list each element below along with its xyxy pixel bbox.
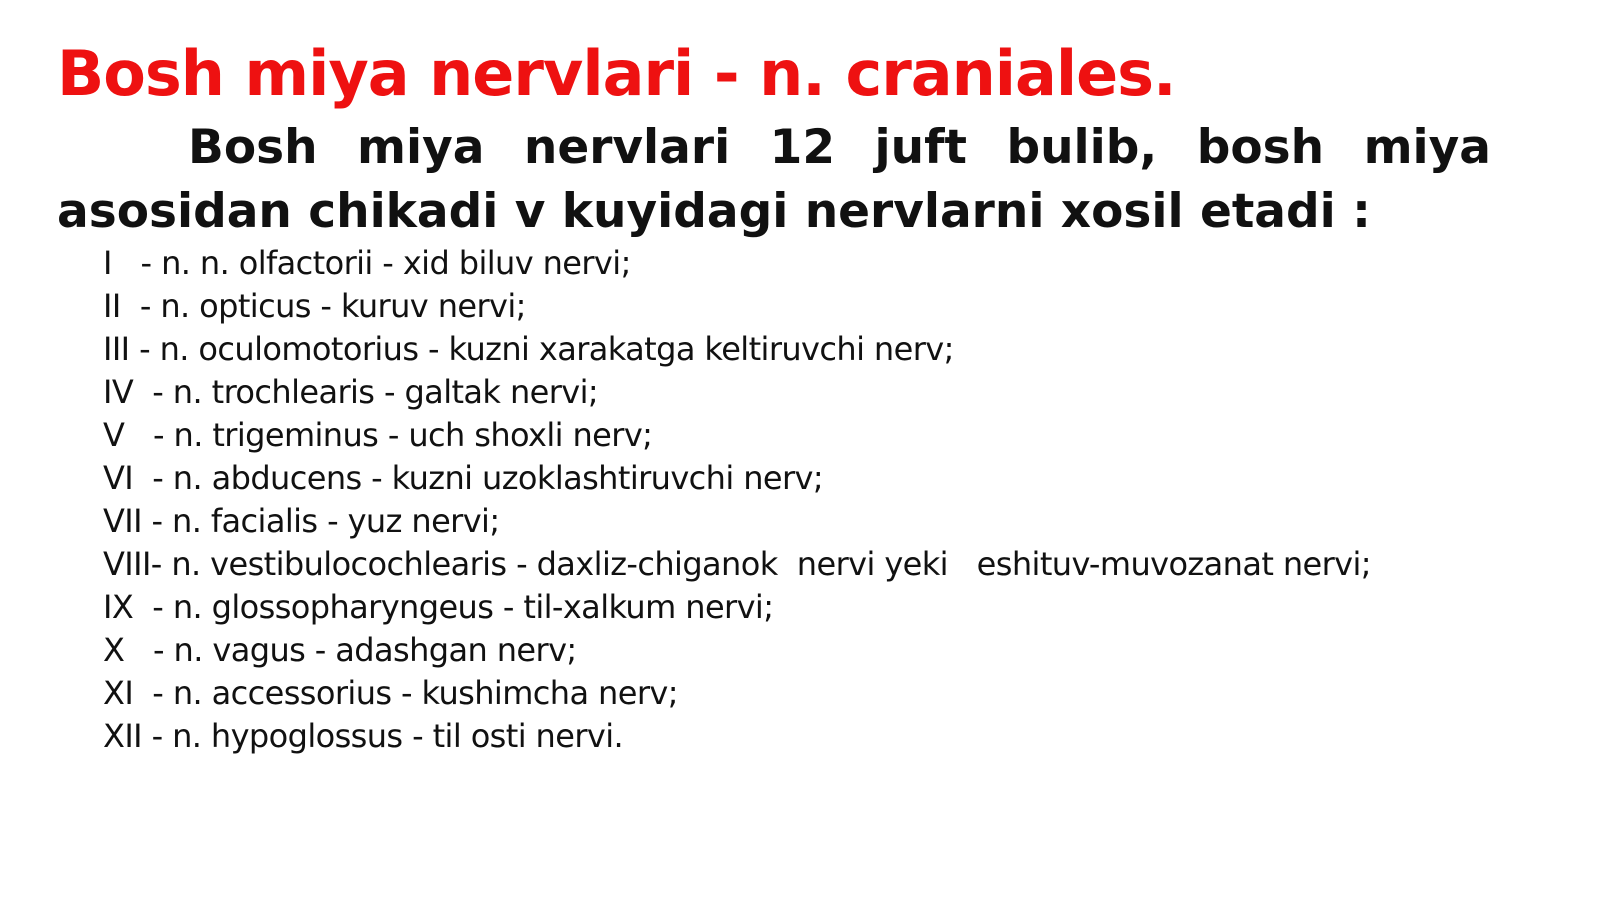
intro-word: miya xyxy=(1363,120,1491,175)
nerve-item-10: X - n. vagus - adashgan nerv; xyxy=(103,631,577,669)
cranial-nerve-list xyxy=(103,242,1371,758)
nerve-item-4: IV - n. trochlearis - galtak nervi; xyxy=(103,373,599,411)
nerve-item-3: III - n. oculomotorius - kuzni xarakatga keltiruvchi nerv; xyxy=(103,330,954,368)
intro-line-2: asosidan chikadi v kuyidagi nervlarni xosil etadi : xyxy=(57,184,1371,239)
nerve-item-6: VI - n. abducens - kuzni uzoklashtiruvchi nerv; xyxy=(103,459,824,497)
nerve-item-8: VIII- n. vestibulocochlearis - daxliz-chiganok nervi yeki eshituv-muvozanat nervi; xyxy=(103,545,1371,583)
nerve-item-11: XI - n. accessorius - kushimcha nerv; xyxy=(103,674,678,712)
intro-word: bosh xyxy=(1196,120,1325,175)
intro-word: miya xyxy=(357,120,485,175)
nerve-item-2: II - n. opticus - kuruv nervi; xyxy=(103,287,526,325)
nerve-item-5: V - n. trigeminus - uch shoxli nerv; xyxy=(103,416,653,454)
intro-paragraph xyxy=(57,116,1491,244)
intro-word: bulib, xyxy=(1006,120,1158,175)
intro-word: nervlari xyxy=(523,120,731,175)
nerve-item-12: XII - n. hypoglossus - til osti nervi. xyxy=(103,717,624,755)
nerve-item-9: IX - n. glossopharyngeus - til-xalkum nervi; xyxy=(103,588,774,626)
intro-word: Bosh xyxy=(188,120,318,175)
nerve-item-7: VII - n. facialis - yuz nervi; xyxy=(103,502,500,540)
slide-title: Bosh miya nervlari - n. craniales. xyxy=(57,37,1176,110)
intro-line-1 xyxy=(57,116,1491,180)
intro-word: 12 xyxy=(769,120,836,175)
intro-word: juft xyxy=(874,120,967,175)
nerve-item-1: I - n. n. olfactorii - xid biluv nervi; xyxy=(103,244,631,282)
